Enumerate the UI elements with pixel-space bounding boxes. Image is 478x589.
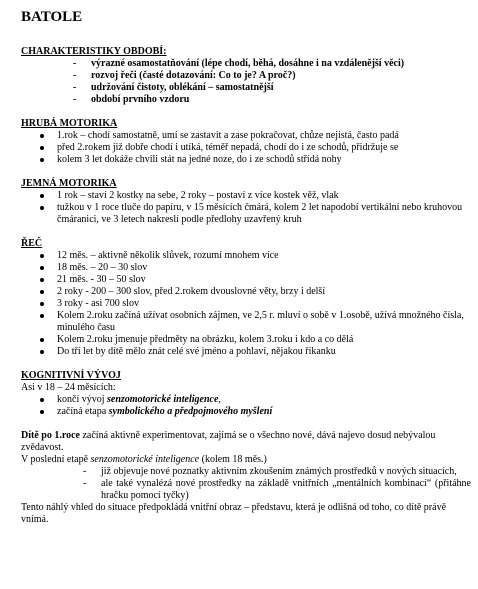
list-item: Kolem 2.roku začíná užívat osobních zájmen, ve 2,5 r. mluví o sobě v 1.osobě, užívá množného čísla, minulého času (21, 310, 471, 334)
speech-list (21, 250, 471, 358)
fine-motor-heading: JEMNÁ MOTORIKA (21, 178, 117, 189)
characteristics-list (21, 58, 471, 106)
gross-motor-heading: HRUBÁ MOTORIKA (21, 118, 118, 129)
closing-bold-lead: Dítě po 1.roce (21, 430, 80, 441)
item-emphasis: symbolického a předpojmového myšlení (108, 406, 273, 417)
closing-emphasis: senzomotorické inteligence (90, 454, 200, 465)
list-item (21, 406, 471, 418)
fine-motor-list (21, 190, 471, 226)
speech-heading: ŘEČ (21, 238, 43, 249)
cognitive-list (21, 394, 471, 418)
list-item: 1 rok – staví 2 kostky na sebe, 2 roky – postaví z více kostek věž, vlak (21, 190, 471, 202)
list-item (21, 394, 471, 406)
document-page (21, 8, 471, 526)
list-item: Do tří let by dítě mělo znát celé své jméno a pohlaví, nějakou říkanku (21, 346, 471, 358)
item-text: začíná etapa (57, 406, 109, 417)
list-item: Kolem 2.roku jmenuje předměty na obrázku, kolem 3.roku i kdo a co dělá (21, 334, 471, 346)
closing-rest: začíná aktivně experimentovat, zajímá se o všechno nové, dává najevo dosud nebývalou zvědavost. (21, 430, 436, 453)
characteristics-section (21, 46, 471, 106)
list-item: 3 roky - asi 700 slov (21, 298, 471, 310)
list-item: před 2.rokem již dobře chodí i utíká, téměř nepadá, chodí do i ze schodů, přidržuje se (21, 142, 471, 154)
closing-paragraph-2 (21, 454, 471, 466)
list-item: - výrazné osamostatňování (lépe chodí, běhá, dosáhne i na vzdálenější věci) (21, 58, 471, 70)
page-title: BATOLE (21, 9, 83, 25)
item-tail: , (218, 394, 221, 405)
closing-dash-list (21, 466, 471, 502)
list-item: - ale také vynalézá nové prostředky na základě vnitřních „mentálních kombinací“ (přitáhne hračku pomocí tyčky) (21, 478, 471, 502)
list-item: - udržování čistoty, oblékání – samostatnější (21, 82, 471, 94)
gross-motor-section (21, 118, 471, 166)
speech-section (21, 238, 471, 358)
list-item: 21 měs. - 30 – 50 slov (21, 274, 471, 286)
cognitive-section (21, 370, 471, 418)
characteristics-heading: CHARAKTERISTIKY OBDOBÍ: (21, 46, 167, 57)
list-item: kolem 3 let dokáže chvíli stát na jedné noze, do i ze schodů střídá nohy (21, 154, 471, 166)
closing-paragraph-1 (21, 430, 471, 454)
closing-paragraph-3: Tento náhlý vhled do situace předpokládá vnitřní obraz – představu, která je odlišná od toho, co dítě právě vnímá. (21, 502, 447, 525)
list-item: tužkou v 1 roce tluče do papíru, v 15 měsících čmárá, kolem 2 let napodobí vertikální nebo kruhovou čmáranici, ve 3 letech nakreslí podle předlohy uzavřený kruh (21, 202, 471, 226)
list-item: - rozvoj řeči (časté dotazování: Co to je? A proč?) (21, 70, 471, 82)
list-item: - již objevuje nové poznatky aktivním zkoušením známých prostředků v nových situacích, (21, 466, 471, 478)
list-item: - období prvního vzdoru (21, 94, 471, 106)
closing-section (21, 430, 471, 526)
list-item: 1.rok – chodí samostatně, umí se zastavit a zase pokračovat, chůze nejistá, často padá (21, 130, 471, 142)
gross-motor-list (21, 130, 471, 166)
list-item: 2 roky - 200 – 300 slov, před 2.rokem dvouslovné věty, brzy i delší (21, 286, 471, 298)
cognitive-heading: KOGNITIVNÍ VÝVOJ (21, 370, 121, 381)
fine-motor-section (21, 178, 471, 226)
list-item: 18 měs. – 20 – 30 slov (21, 262, 471, 274)
closing-text: (kolem 18 měs.) (199, 454, 267, 465)
closing-text: V poslední etapě (21, 454, 91, 465)
list-item: 12 měs. – aktivně několik slůvek, rozumí mnohem více (21, 250, 471, 262)
item-text: končí vývoj (57, 394, 107, 405)
item-emphasis: senzomotorické inteligence (107, 394, 219, 405)
cognitive-intro: Asi v 18 – 24 měsících: (21, 382, 116, 393)
